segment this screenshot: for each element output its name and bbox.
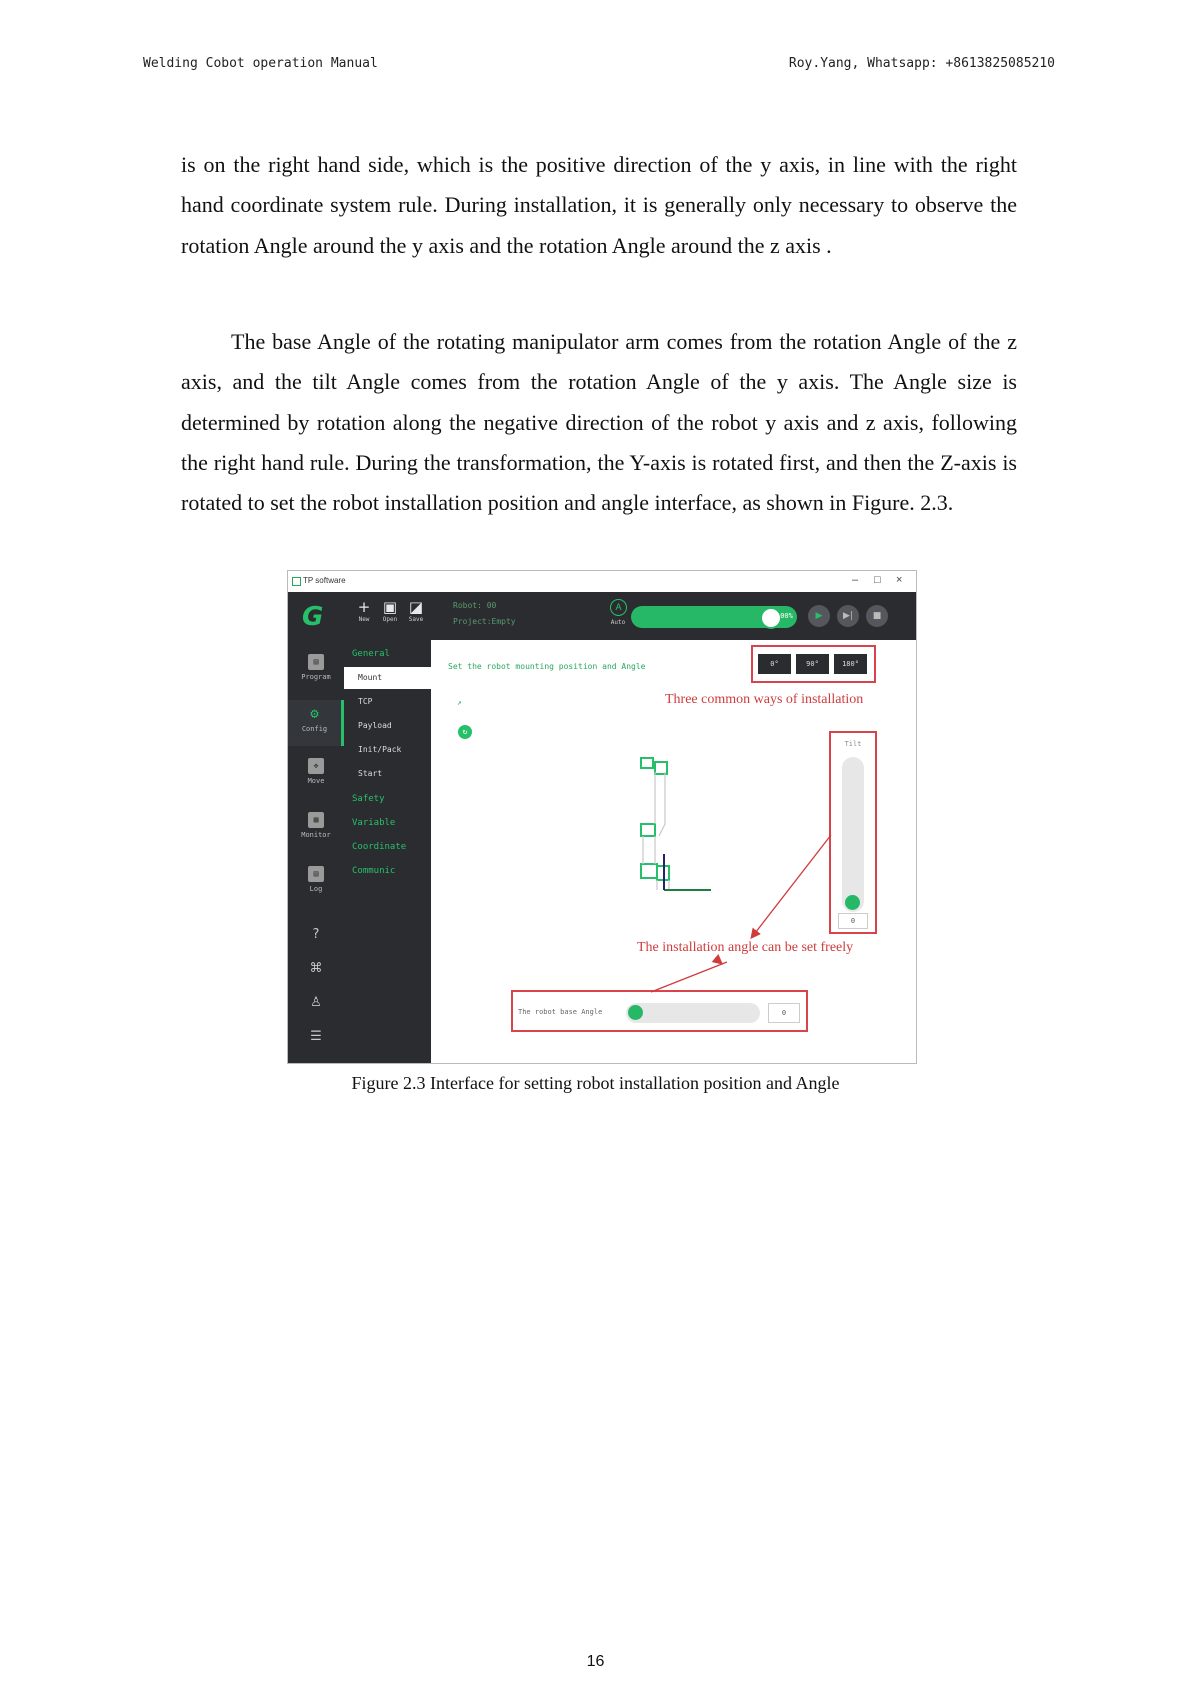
open-label: Open [382, 616, 398, 623]
angle-0-button[interactable]: 0° [758, 654, 791, 674]
mount-settings-panel [431, 640, 916, 1063]
nav-monitor-label: Monitor [301, 831, 331, 839]
nav-monitor[interactable] [288, 812, 344, 852]
app-icon [292, 577, 301, 586]
user-icon[interactable]: ♙ [310, 995, 322, 1010]
nav-move[interactable] [288, 758, 344, 798]
save-button[interactable] [404, 598, 428, 623]
base-angle-value-input[interactable]: 0 [768, 1003, 800, 1023]
config-subnav [344, 640, 431, 1063]
annotation-arrows [431, 640, 916, 1063]
move-icon: ✥ [308, 758, 324, 774]
nav-log[interactable] [288, 866, 344, 906]
rotate-view-icon[interactable]: ↻ [458, 725, 472, 739]
subnav-variable[interactable]: Variable [352, 818, 396, 828]
brand-logo: G [302, 602, 324, 632]
auto-mode-label: Auto [610, 619, 626, 626]
save-label: Save [408, 616, 424, 623]
help-icon[interactable]: ? [312, 927, 320, 942]
maximize-icon[interactable]: □ [874, 574, 881, 586]
apps-icon[interactable]: ⌘ [309, 961, 323, 976]
menu-icon[interactable]: ☰ [310, 1029, 322, 1044]
speed-value: 100% [776, 612, 793, 620]
save-icon: ◪ [408, 598, 424, 616]
angle-180-button[interactable]: 180° [834, 654, 867, 674]
app-title: TP software [303, 576, 346, 585]
subnav-payload[interactable]: Payload [358, 721, 392, 730]
running-header-title: Welding Cobot operation Manual [143, 56, 378, 71]
auto-mode-icon[interactable]: A [610, 599, 627, 616]
log-icon: ▤ [308, 866, 324, 882]
nav-move-label: Move [307, 777, 325, 785]
subnav-init-pack[interactable]: Init/Pack [358, 745, 402, 754]
step-button[interactable]: ▶| [837, 605, 859, 627]
tilt-value-input[interactable]: 0 [838, 913, 868, 929]
subnav-safety[interactable]: Safety [352, 794, 385, 804]
play-button[interactable]: ▶ [808, 605, 830, 627]
annotation-set-freely: The installation angle can be set freely [637, 940, 854, 955]
nav-program-label: Program [301, 673, 331, 681]
angle-90-button[interactable]: 90° [796, 654, 829, 674]
stop-button[interactable]: ■ [866, 605, 888, 627]
annotation-three-ways: Three common ways of installation [665, 692, 864, 707]
nav-program[interactable] [288, 654, 344, 694]
minimize-icon[interactable]: – [852, 574, 859, 586]
subnav-communic[interactable]: Communic [352, 866, 396, 876]
arrow-to-base-line [651, 962, 727, 992]
arrow-to-tilt [752, 835, 831, 937]
new-icon: + [357, 598, 371, 616]
page-number: 16 [586, 1653, 605, 1670]
subnav-coordinate[interactable]: Coordinate [352, 842, 407, 852]
axis-icon[interactable]: ↗ [457, 698, 462, 707]
subnav-start[interactable]: Start [358, 769, 383, 778]
toolbar [288, 592, 916, 640]
figure-caption: Figure 2.3 Interface for setting robot installation position and Angle [351, 1073, 840, 1093]
subnav-general[interactable]: General [352, 649, 390, 659]
subnav-mount[interactable]: Mount [344, 667, 431, 689]
nav-config-label: Config [301, 725, 328, 733]
arrow-to-base-head [715, 958, 721, 963]
nav-config[interactable] [288, 700, 344, 746]
open-icon: ▣ [382, 598, 398, 616]
robot-id: Robot: 00 [453, 601, 497, 610]
project-name: Project:Empty [453, 617, 516, 626]
left-navigation [288, 640, 344, 1063]
paragraph-2: The base Angle of the rotating manipulator arm comes from the rotation Angle of the z axis, and the tilt Angle comes from the rotation Angle of the y axis. The Angle size is determined by rotation along the negative direction of the robot y axis and z axis, following the right hand rule. During the transformation, the Y-axis is rotated first, and then the Z-axis is rotated to set the robot installation position and angle interface, as shown in Figure. 2.3. [181, 329, 1017, 516]
config-icon: ⚙ [310, 706, 319, 722]
base-angle-label: The robot base Angle [518, 1008, 603, 1016]
window-titlebar [288, 571, 916, 593]
open-button[interactable] [378, 598, 402, 623]
subnav-tcp[interactable]: TCP [358, 697, 373, 706]
new-label: New [358, 616, 370, 623]
nav-log-label: Log [309, 885, 323, 893]
panel-title: Set the robot mounting position and Angle [448, 662, 646, 671]
monitor-icon: ▦ [308, 812, 324, 828]
figure-screenshot-window [287, 570, 917, 1064]
paragraph-1: is on the right hand side, which is the positive direction of the y axis, in line with the right hand coordinate system rule. During installation, it is generally only necessary to observe the rotation Angle around the y axis and the rotation Angle around the z axis . [181, 152, 1017, 258]
tilt-label: Tilt [844, 740, 862, 748]
close-icon[interactable]: × [896, 574, 903, 586]
program-icon: ▤ [308, 654, 324, 670]
new-button[interactable] [352, 598, 376, 623]
running-header-contact: Roy.Yang, Whatsapp: +8613825085210 [788, 56, 1055, 71]
